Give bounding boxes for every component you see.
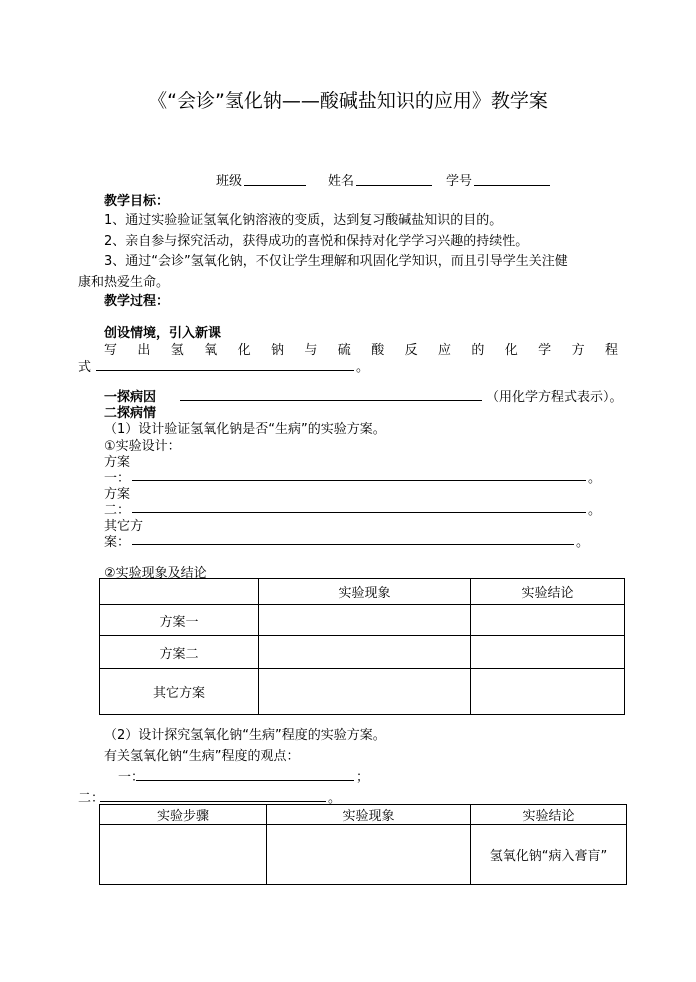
goal-item: 康和热爱生命。 <box>78 275 170 290</box>
plan1-blank[interactable] <box>132 480 586 481</box>
row-label: 方案二 <box>100 636 259 669</box>
condition-heading: 二探病情 <box>104 406 157 421</box>
goal-item: 1、通过实验验证氢氧化钠溶液的变质，达到复习酸碱盐知识的目的。 <box>104 213 503 228</box>
plan3-blank[interactable] <box>132 544 574 545</box>
situation-heading: 创设情境，引入新课 <box>104 326 222 341</box>
table-header-cell: 实验结论 <box>471 579 625 605</box>
conclusion-cell[interactable] <box>471 605 625 636</box>
end-mark: 。 <box>588 503 602 518</box>
id-blank[interactable] <box>474 185 550 186</box>
cause-note: （用化学方程式表示）。 <box>486 390 623 405</box>
question-1: （1）设计验证氢氧化钠是否“生病”的实验方案。 <box>104 422 386 437</box>
degree-table <box>99 804 627 885</box>
situation-prefix: 式 <box>78 360 92 375</box>
table-header-row <box>100 579 625 605</box>
end-mark: 。 <box>328 791 342 806</box>
conclusion-cell[interactable] <box>471 636 625 669</box>
goal-item: 3、通过“会诊”氢氧化钠，不仅让学生理解和巩固化学知识，而且引导学生关注健 <box>104 254 568 269</box>
observation-cell[interactable] <box>259 636 471 669</box>
design-label: ①实验设计： <box>104 439 181 454</box>
plan3-label: 案： <box>104 535 131 550</box>
row-label: 方案一 <box>100 605 259 636</box>
plan1-label: 方案 <box>104 455 131 470</box>
conclusion-cell: 氢氧化钠“病入膏肓” <box>471 825 627 885</box>
end-mark: 。 <box>356 360 370 375</box>
row-label: 其它方案 <box>100 669 259 715</box>
class-blank[interactable] <box>244 185 306 186</box>
table-header-cell: 实验步骤 <box>100 805 267 825</box>
goal-item: 2、亲自参与探究活动，获得成功的喜悦和保持对化学学习兴趣的持续性。 <box>104 234 529 249</box>
end-mark: 。 <box>576 535 590 550</box>
question-2: （2）设计探究氢氧化钠“生病”程度的实验方案。 <box>104 728 386 743</box>
page-title: 《“会诊”氢化钠——酸碱盐知识的应用》教学案 <box>148 90 548 112</box>
table-header-cell <box>100 579 259 605</box>
goals-heading: 教学目标： <box>104 194 170 209</box>
observation-cell[interactable] <box>267 825 471 885</box>
table-header-cell: 实验现象 <box>259 579 471 605</box>
cause-heading: 一探病因 <box>104 390 157 405</box>
name-label: 姓名 <box>328 174 355 189</box>
class-label: 班级 <box>216 174 243 189</box>
table-row <box>100 605 625 636</box>
table-header-row <box>100 805 627 825</box>
table-row <box>100 636 625 669</box>
process-heading: 教学过程： <box>104 294 170 309</box>
plan2-blank[interactable] <box>132 512 586 513</box>
observation-cell[interactable] <box>259 669 471 715</box>
situation-line: 写出氢氧化钠与硫酸反应的化学方程 <box>104 343 620 358</box>
view1-label: 一： <box>118 770 145 785</box>
plan3-label: 其它方 <box>104 519 144 534</box>
plan1-label: 一： <box>104 471 131 486</box>
table-header-cell: 实验结论 <box>471 805 627 825</box>
table-row <box>100 825 627 885</box>
step-cell[interactable] <box>100 825 267 885</box>
view1-blank[interactable] <box>136 780 354 781</box>
end-mark: 。 <box>588 471 602 486</box>
views-label: 有关氢氧化钠“生病”程度的观点： <box>104 749 300 764</box>
conclusion-cell[interactable] <box>471 669 625 715</box>
plan2-label: 二： <box>104 503 131 518</box>
end-mark: ； <box>356 770 370 785</box>
view2-label: 二： <box>78 791 105 806</box>
equation-blank[interactable] <box>96 370 354 371</box>
results-table <box>99 578 625 715</box>
result-heading: ②实验现象及结论 <box>104 566 207 581</box>
name-blank[interactable] <box>356 185 432 186</box>
table-header-cell: 实验现象 <box>267 805 471 825</box>
view2-blank[interactable] <box>100 801 326 802</box>
id-label: 学号 <box>446 174 473 189</box>
plan2-label: 方案 <box>104 487 131 502</box>
cause-blank[interactable] <box>180 400 482 401</box>
observation-cell[interactable] <box>259 605 471 636</box>
table-row <box>100 669 625 715</box>
